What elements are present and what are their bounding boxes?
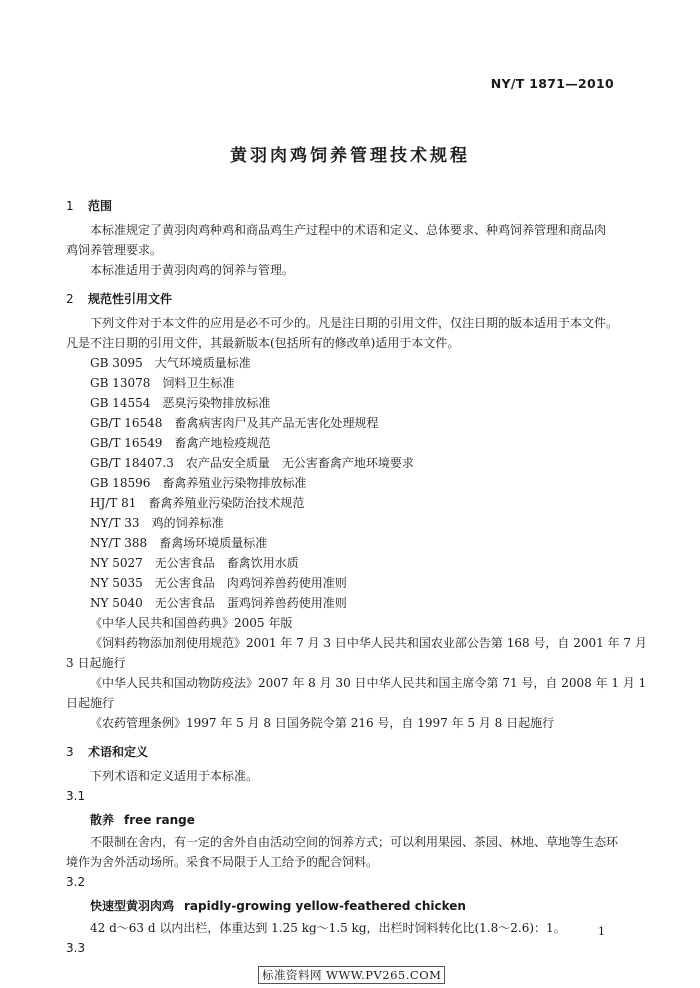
references-intro-line: 凡是不注日期的引用文件，其最新版本(包括所有的修改单)适用于本文件。 <box>66 336 460 350</box>
reference-code: GB/T 16548 <box>90 416 163 430</box>
term-heading <box>90 811 195 828</box>
terms-intro: 下列术语和定义适用于本标准。 <box>90 769 259 783</box>
reference-name: 农产品安全质量 无公害畜禽产地环境要求 <box>185 456 414 470</box>
section-1-heading <box>66 197 112 214</box>
law-reference: 《中华人民共和国兽药典》2005 年版 <box>90 616 293 630</box>
scope-paragraph-line: 鸡饲养管理要求。 <box>66 243 163 257</box>
reference-item <box>90 534 267 551</box>
section-title: 术语和定义 <box>88 745 149 759</box>
reference-code: HJ/T 81 <box>90 496 137 510</box>
section-3-heading <box>66 743 148 760</box>
reference-name: 畜禽养殖业污染防治技术规范 <box>148 496 305 510</box>
term-definition-line: 不限制在舍内，有一定的舍外自由活动空间的饲养方式；可以利用果园、茶园、林地、草地等生态环 <box>90 835 619 849</box>
law-reference: 《农药管理条例》1997 年 5 月 8 日国务院令第 216 号，自 1997 年 5 月 8 日起施行 <box>90 716 555 730</box>
reference-code: NY/T 388 <box>90 536 148 550</box>
term-en: rapidly-growing yellow-feathered chicken <box>184 899 466 913</box>
reference-item <box>90 574 347 591</box>
reference-item <box>90 514 224 531</box>
section-number: 2 <box>66 292 74 306</box>
reference-item <box>90 354 251 371</box>
reference-item <box>90 594 347 611</box>
term-en: free range <box>124 813 195 827</box>
reference-name: 无公害食品 蛋鸡饲养兽药使用准则 <box>154 596 347 610</box>
reference-code: GB/T 18407.3 <box>90 456 174 470</box>
section-number: 1 <box>66 199 74 213</box>
reference-name: 饲料卫生标准 <box>162 376 235 390</box>
reference-code: GB 13078 <box>90 376 151 390</box>
reference-item <box>90 554 299 571</box>
law-reference-line: 《中华人民共和国动物防疫法》2007 年 8 月 30 日中华人民共和国主席令第 71 号，自 2008 年 1 月 1 <box>90 676 647 690</box>
term-definition: 42 d～63 d 以内出栏，体重达到 1.25 kg～1.5 kg，出栏时饲料转化比(1.8～2.6)：1。 <box>90 921 566 935</box>
term-heading <box>90 897 466 914</box>
reference-item <box>90 434 270 451</box>
term-zh: 散养 <box>90 813 115 827</box>
term-number: 3.1 <box>66 789 86 803</box>
reference-name: 无公害食品 畜禽饮用水质 <box>154 556 299 570</box>
reference-name: 畜禽病害肉尸及其产品无害化处理规程 <box>174 416 379 430</box>
law-reference-line: 日起施行 <box>66 696 115 710</box>
section-2-heading <box>66 290 172 307</box>
reference-item <box>90 414 378 431</box>
law-reference-line: 《饲料药物添加剂使用规范》2001 年 7 月 3 日中华人民共和国农业部公告第 168 号，自 2001 年 7 月 <box>90 636 647 650</box>
law-reference-line: 3 日起施行 <box>66 656 126 670</box>
reference-code: GB 3095 <box>90 356 143 370</box>
reference-item <box>90 454 414 471</box>
references-intro-line: 下列文件对于本文件的应用是必不可少的。凡是注日期的引用文件，仅注日期的版本适用于本文件。 <box>90 316 619 330</box>
reference-item <box>90 474 306 491</box>
reference-name: 无公害食品 肉鸡饲养兽药使用准则 <box>154 576 347 590</box>
reference-item <box>90 374 234 391</box>
section-title: 范围 <box>88 199 113 213</box>
scope-paragraph: 本标准适用于黄羽肉鸡的饲养与管理。 <box>90 263 295 277</box>
reference-code: NY/T 33 <box>90 516 140 530</box>
reference-name: 畜禽产地检疫规范 <box>174 436 271 450</box>
reference-item <box>90 394 270 411</box>
page-number: 1 <box>598 925 605 938</box>
reference-code: NY 5027 <box>90 556 143 570</box>
reference-code: NY 5040 <box>90 596 143 610</box>
reference-code: GB/T 16549 <box>90 436 163 450</box>
reference-name: 恶臭污染物排放标准 <box>162 396 271 410</box>
reference-code: GB 18596 <box>90 476 151 490</box>
term-number: 3.3 <box>66 941 86 955</box>
footer-watermark: 标准资料网 WWW.PV265.COM <box>258 966 445 984</box>
reference-name: 大气环境质量标准 <box>154 356 251 370</box>
section-number: 3 <box>66 745 74 759</box>
reference-name: 鸡的饲养标准 <box>151 516 224 530</box>
standard-code: NY/T 1871—2010 <box>490 76 614 91</box>
reference-name: 畜禽场环境质量标准 <box>159 536 268 550</box>
term-number: 3.2 <box>66 875 86 889</box>
scope-paragraph-line: 本标准规定了黄羽肉鸡种鸡和商品鸡生产过程中的术语和定义、总体要求、种鸡饲养管理和商品肉 <box>90 223 607 237</box>
term-zh: 快速型黄羽肉鸡 <box>90 899 175 913</box>
reference-name: 畜禽养殖业污染物排放标准 <box>162 476 307 490</box>
reference-code: NY 5035 <box>90 576 143 590</box>
term-definition-line: 境作为舍外活动场所。采食不局限于人工给予的配合饲料。 <box>66 855 379 869</box>
reference-code: GB 14554 <box>90 396 151 410</box>
reference-item <box>90 494 304 511</box>
section-title: 规范性引用文件 <box>88 292 173 306</box>
document-title: 黄羽肉鸡饲养管理技术规程 <box>230 146 470 166</box>
